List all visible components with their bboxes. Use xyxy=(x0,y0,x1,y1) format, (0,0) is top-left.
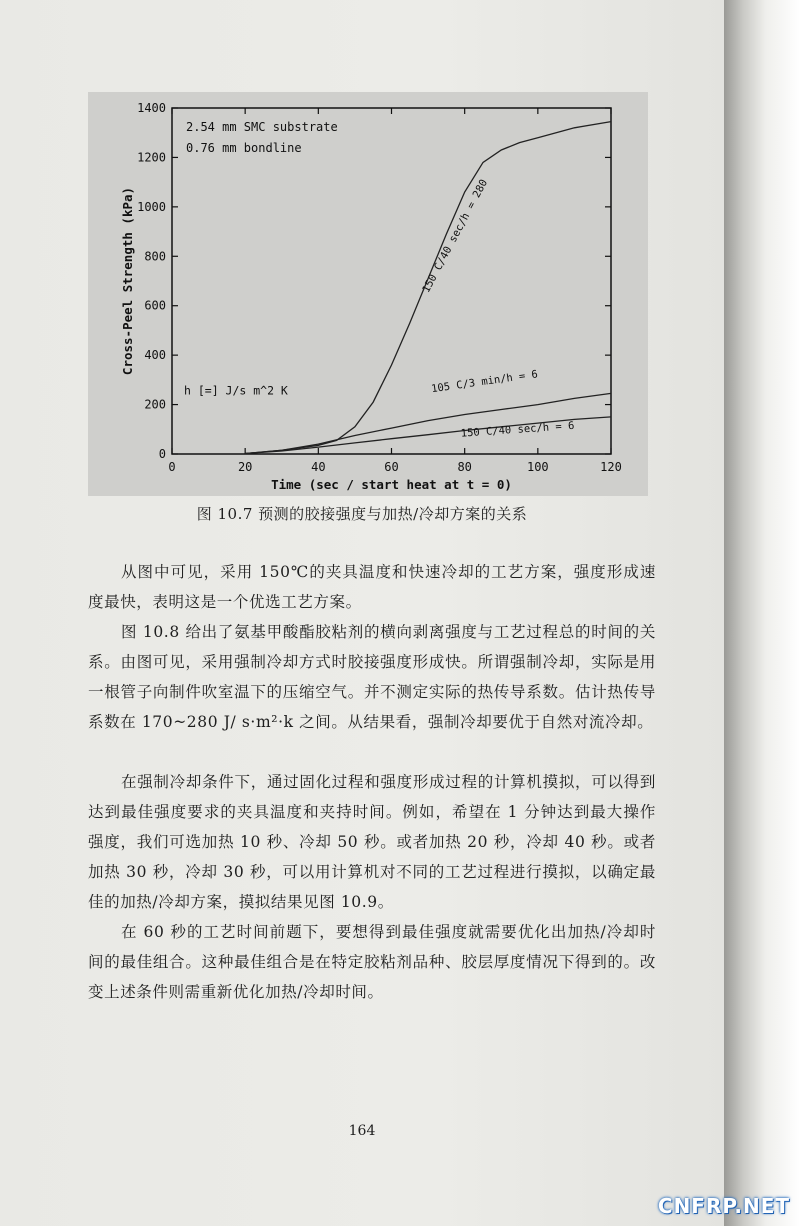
line-chart xyxy=(88,92,648,496)
y-tick-label: 400 xyxy=(144,348,166,363)
x-tick-label: 0 xyxy=(168,460,176,474)
x-tick-label: 60 xyxy=(384,460,399,474)
y-tick-label: 800 xyxy=(144,249,166,264)
y-axis-label: Cross-Peel Strength (kPa) xyxy=(120,186,135,376)
site-watermark: CNFRP.NET xyxy=(657,1194,790,1218)
x-tick-label: 80 xyxy=(457,460,472,474)
paragraph-2: 图 10.8 给出了氨基甲酸酯胶粘剂的横向剥离强度与工艺过程总的时间的关系。由图可见，采用强制冷却方式时胶接强度形成快。所谓强制冷却，实际是用一根管子向制件吹室温下的压缩空气。并不测定实际的热传导系数。估计热传导系数在 170~280 J/ s·m²·k 之间。从结果看，强制冷却要优于自然对流冷却。 xyxy=(88,623,656,731)
y-tick-label: 600 xyxy=(144,298,166,313)
y-tick-label: 1400 xyxy=(137,101,166,115)
plot-frame xyxy=(172,108,611,454)
y-tick-label: 1200 xyxy=(137,150,166,165)
annotation-bondline: 0.76 mm bondline xyxy=(186,141,302,155)
series-label-2: 105 C/3 min/h = 6 xyxy=(430,368,539,396)
annotation-substrate: 2.54 mm SMC substrate xyxy=(186,120,338,134)
x-tick-label: 20 xyxy=(237,460,253,474)
x-tick-label: 40 xyxy=(311,460,326,474)
annotation-h-units: h [=] J/s m^2 K xyxy=(184,383,288,398)
y-tick-label: 1000 xyxy=(137,199,166,214)
figure-caption: 图 10.7 预测的胶接强度与加热/冷却方案的关系 xyxy=(196,505,528,523)
paragraph-4: 在 60 秒的工艺时间前题下，要想得到最佳强度就需要优化出加热/冷却时间的最佳组合。这种最佳组合是在特定胶粘剂品种、胶层厚度情况下得到的。改变上述条件则需重新优化加热/冷却时间。 xyxy=(88,923,656,1001)
series-label-1: 150 C/40 sec/h = 280 xyxy=(420,177,491,295)
x-tick-label: 120 xyxy=(600,460,622,474)
x-tick-label: 100 xyxy=(526,460,549,474)
y-tick-label: 0 xyxy=(158,447,166,461)
page-edge xyxy=(724,0,800,1226)
x-axis-label: Time (sec / start heat at t = 0) xyxy=(271,477,512,492)
series-label-3: 150 C/40 sec/h = 6 xyxy=(460,419,575,440)
page-number: 164 xyxy=(348,1123,376,1139)
paragraph-1: 从图中可见，采用 150℃的夹具温度和快速冷却的工艺方案，强度形成速度最快，表明这是一个优选工艺方案。 xyxy=(88,563,656,611)
figure-10-7 xyxy=(88,92,648,496)
paragraph-3: 在强制冷却条件下，通过固化过程和强度形成过程的计算机摸拟，可以得到达到最佳强度要求的夹具温度和夹持时间。例如，希望在 1 分钟达到最大操作强度，我们可选加热 10 秒、冷却 50 秒。或者加热 20 秒，冷却 40 秒。或者加热 30 秒，冷却 30 秒，可以用计算机对不同的工艺过程进行摸拟，以确定最佳的加热/冷却方案，摸拟结果见图 10.9。 xyxy=(88,773,656,911)
y-tick-label: 200 xyxy=(144,397,166,412)
